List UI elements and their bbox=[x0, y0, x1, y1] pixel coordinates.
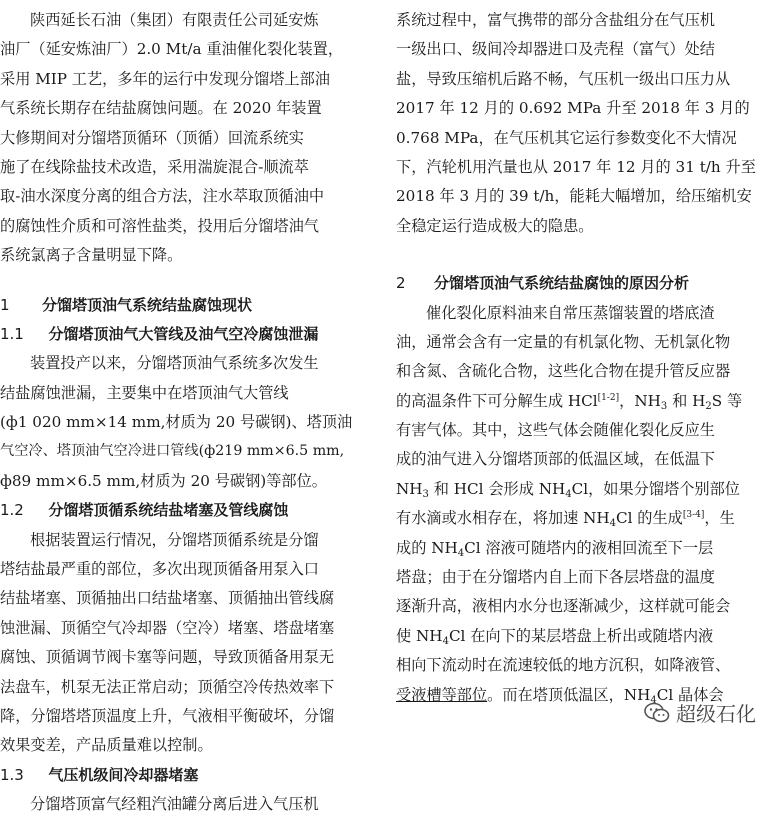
subsection-title: 分馏塔顶油气大管线及油气空冷腐蚀泄漏 bbox=[48, 324, 319, 343]
subscript: 2 bbox=[705, 400, 712, 412]
citation: [3-4] bbox=[682, 510, 705, 521]
subsection-number: 1.2 bbox=[0, 501, 24, 520]
text-span: ，生 bbox=[704, 509, 735, 528]
text-span: 的高温条件下可分解生成 HCl bbox=[396, 391, 598, 410]
text-span: Cl 的生成 bbox=[616, 509, 683, 528]
subsection-number: 1.3 bbox=[0, 765, 24, 784]
text-span: 成的 NH bbox=[396, 538, 458, 557]
body-line: 分馏塔顶富气经粗汽油罐分离后进入气压机 bbox=[30, 795, 319, 814]
body-line: 采用 MIP 工艺，多年的运行中发现分馏塔上部油 bbox=[0, 69, 330, 88]
left-column bbox=[0, 0, 386, 820]
watermark bbox=[644, 698, 756, 727]
body-line: 装置投产以来，分馏塔顶油气系统多次发生 bbox=[30, 354, 319, 373]
body-line: (ф1 020 mm×14 mm,材质为 20 号碳钢)、塔顶油 bbox=[0, 413, 353, 432]
subscript: 4 bbox=[457, 547, 465, 559]
text-span: 使 NH bbox=[396, 626, 443, 645]
section-number: 1 bbox=[0, 295, 10, 314]
body-line: 相向下流动时在流速较低的地方沉积，如降液管、 bbox=[396, 656, 731, 675]
text-span: 和 H bbox=[667, 391, 706, 410]
text-span: 和 HCl 会形成 NH bbox=[428, 479, 566, 498]
body-line: 全稳定运行造成极大的隐患。 bbox=[396, 216, 594, 235]
body-line bbox=[396, 475, 772, 504]
body-line: 和含氮、含硫化合物，这些化合物在提升管反应器 bbox=[396, 362, 731, 381]
subsection-number: 1.1 bbox=[0, 324, 24, 343]
body-line: 陕西延长石油（集团）有限责任公司延安炼 bbox=[30, 11, 319, 29]
body-line: 逐渐升高，液相内水分也逐渐减少，这样就可能会 bbox=[396, 597, 731, 616]
body-line: 气空冷、塔顶油气空冷进口管线(ф219 mm×6.5 mm, bbox=[0, 443, 345, 460]
body-line: 油，通常会含有一定量的有机氯化物、无机氯化物 bbox=[396, 332, 731, 351]
body-line: 塔结盐最严重的部位，多次出现顶循备用泵入口 bbox=[0, 560, 319, 579]
text-span: Cl 晶体会 bbox=[656, 685, 724, 704]
body-line: 结盐堵塞、顶循抽出口结盐堵塞、顶循抽出管线腐 bbox=[0, 589, 335, 608]
body-line: 下，汽轮机用汽量也从 2017 年 12 月的 31 t/h 升至 bbox=[396, 157, 756, 176]
text-span: Cl 在向下的某层塔盘上析出或随塔内液 bbox=[448, 626, 714, 645]
subsection-title: 气压机级间冷却器堵塞 bbox=[48, 765, 199, 784]
text-span: 。而在塔顶低温区，NH bbox=[487, 685, 651, 704]
body-line: 蚀泄漏、顶循空气冷却器（空冷）堵塞、塔盘堵塞 bbox=[0, 618, 335, 637]
watermark-text: 超级石化 bbox=[676, 702, 756, 726]
text-span: Cl，如果分馏塔个别部位 bbox=[571, 479, 740, 498]
section-heading bbox=[0, 291, 386, 320]
body-line: 大修期间对分馏塔顶循环（顶循）回流系统实 bbox=[0, 128, 304, 147]
body-line: 腐蚀、顶循调节阀卡塞等问题，导致顶循备用泵无 bbox=[0, 648, 335, 667]
body-line: 法盘车，机泵无法正常启动；顶循空冷传热效率下 bbox=[0, 677, 335, 696]
body-line: 0.768 MPa，在气压机其它运行参数变化不大情况 bbox=[396, 128, 737, 147]
body-line bbox=[396, 534, 772, 563]
subscript: 4 bbox=[609, 518, 616, 530]
body-line bbox=[396, 387, 772, 416]
subsection-heading bbox=[0, 761, 386, 790]
body-line: 油厂（延安炼油厂）2.0 Mt/a 重油催化裂化装置， bbox=[0, 40, 344, 59]
body-line: 气系统长期存在结盐腐蚀问题。在 2020 年装置 bbox=[0, 99, 322, 118]
underlined-text: 受液槽等部位 bbox=[396, 685, 488, 704]
body-line: 2018 年 3 月的 39 t/h，能耗大幅增加，给压缩机安 bbox=[396, 187, 752, 206]
body-line: 系统氯离子含量明显下降。 bbox=[0, 246, 183, 265]
body-line bbox=[396, 622, 772, 651]
subscript: 4 bbox=[650, 694, 657, 706]
subsection-heading bbox=[0, 320, 386, 349]
subscript: 4 bbox=[442, 635, 449, 647]
body-line: 结盐腐蚀泄漏，主要集中在塔顶油气大管线 bbox=[0, 383, 289, 402]
body-line bbox=[396, 504, 772, 533]
body-line: 取-油水深度分离的组合方法，注水萃取顶循油中 bbox=[0, 187, 325, 206]
text-span: NH bbox=[396, 479, 423, 498]
body-line: 一级出口、级间冷却器进口及壳程（富气）处结 bbox=[396, 40, 715, 59]
body-line: ф89 mm×6.5 mm,材质为 20 号碳钢)等部位。 bbox=[0, 471, 327, 490]
section-heading bbox=[396, 269, 772, 298]
text-span: ，NH bbox=[619, 391, 661, 410]
citation: [1-2] bbox=[597, 392, 620, 403]
body-line: 催化裂化原料油来自常压蒸馏装置的塔底渣 bbox=[426, 303, 715, 322]
body-line: 降，分馏塔塔顶温度上升，气液相平衡破坏，分馏 bbox=[0, 706, 335, 725]
body-line: 盐，导致压缩机后路不畅，气压机一级出口压力从 bbox=[396, 69, 731, 88]
text-span: S 等 bbox=[711, 391, 743, 410]
wechat-icon bbox=[644, 702, 670, 724]
body-line: 有害气体。其中，这些气体会随催化裂化反应生 bbox=[396, 421, 715, 440]
body-line: 根据装置运行情况，分馏塔顶循系统是分馏 bbox=[30, 530, 319, 549]
body-line: 成的油气进入分馏塔顶部的低温区域，在低温下 bbox=[396, 450, 715, 469]
text-span: Cl 溶液可随塔内的液相回流至下一层 bbox=[464, 538, 714, 557]
body-line: 施了在线除盐技术改造，采用湍旋混合-顺流萃 bbox=[0, 157, 309, 176]
subsection-title: 分馏塔顶循系统结盐堵塞及管线腐蚀 bbox=[48, 501, 289, 520]
subscript: 4 bbox=[565, 488, 572, 500]
subsection-heading bbox=[0, 496, 386, 525]
right-column bbox=[396, 0, 772, 710]
text-span: 有水滴或水相存在，将加速 NH bbox=[396, 509, 610, 528]
section-number: 2 bbox=[396, 274, 406, 293]
body-line: 2017 年 12 月的 0.692 MPa 升至 2018 年 3 月的 bbox=[396, 99, 750, 118]
subscript: 3 bbox=[660, 400, 668, 412]
section-title: 分馏塔顶油气系统结盐腐蚀的原因分析 bbox=[434, 274, 690, 293]
body-line: 塔盘；由于在分馏塔内自上而下各层塔盘的温度 bbox=[396, 568, 715, 587]
body-line: 效果变差，产品质量难以控制。 bbox=[0, 736, 213, 755]
body-line: 系统过程中，富气携带的部分含盐组分在气压机 bbox=[396, 11, 715, 29]
body-line: 的腐蚀性介质和可溶性盐类，投用后分馏塔油气 bbox=[0, 216, 319, 235]
subscript: 3 bbox=[422, 488, 429, 500]
section-title: 分馏塔顶油气系统结盐腐蚀现状 bbox=[42, 295, 253, 314]
